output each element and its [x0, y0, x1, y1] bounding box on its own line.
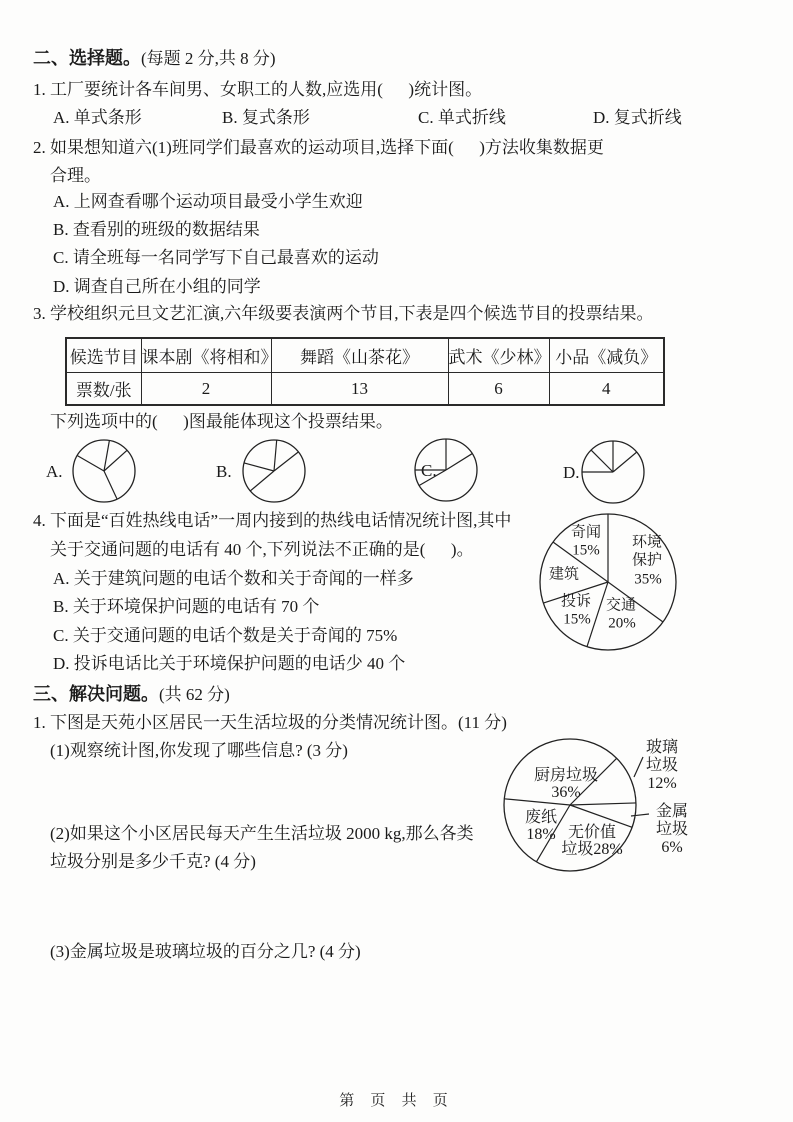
hotline-slice-pct: 15%: [572, 542, 600, 559]
metal-label-leader-line: [631, 814, 649, 816]
garbage-slice-pct: 垃圾28%: [561, 841, 623, 858]
hotline-slice-label: 交通: [605, 597, 637, 614]
q1-option-c: C. 单式折线: [418, 108, 506, 127]
garbage-slice-pct: 36%: [551, 784, 581, 801]
pie-option-d-chart: [582, 441, 648, 507]
hotline-slice-label: 投诉: [560, 593, 592, 610]
garbage-outside-label-metal: 垃圾: [655, 821, 689, 838]
p1-text: 1. 下图是天苑小区居民一天生活垃圾的分类情况统计图。(11 分): [33, 713, 507, 732]
pie-option-a-label: A.: [46, 462, 63, 481]
q1-option-b: B. 复式条形: [222, 108, 310, 127]
vote-header-cell: 武术《少林》: [448, 338, 549, 373]
garbage-outside-label-glass: 玻璃: [645, 739, 679, 756]
q1-option-d: D. 复式折线: [593, 108, 682, 127]
pie-option-a-chart: [73, 440, 139, 506]
garbage-outside-pct-metal: 6%: [661, 839, 683, 856]
pie-option-b-label: B.: [216, 462, 232, 481]
garbage-outside-pct-glass: 12%: [647, 775, 677, 792]
section3-heading: [33, 683, 230, 706]
hotline-slice-pct: 15%: [563, 611, 591, 628]
garbage-slice-label: 厨房垃圾: [533, 767, 599, 784]
hotline-slice-label: 保护: [631, 552, 663, 569]
vote-data-cell: 13: [271, 373, 448, 406]
section2-points: (每题 2 分,共 8 分): [141, 49, 276, 68]
pie-option-b-chart: [243, 440, 309, 506]
vote-data-cell: 6: [448, 373, 549, 406]
vote-table-header-row: [66, 338, 664, 373]
p1-sub1: (1)观察统计图,你发现了哪些信息? (3 分): [50, 741, 348, 760]
q2-option-b: B. 查看别的班级的数据结果: [53, 220, 260, 239]
pie-option-c-label: C.: [421, 461, 437, 480]
hotline-slice-label: 建筑: [548, 566, 580, 583]
vote-header-cell: 舞蹈《山茶花》: [271, 338, 448, 373]
glass-label-leader-line: [634, 757, 643, 777]
q1-option-a: A. 单式条形: [53, 108, 142, 127]
garbage-outside-label-metal: 金属: [655, 803, 689, 820]
p1-sub3: (3)金属垃圾是玻璃垃圾的百分之几? (4 分): [50, 942, 361, 961]
q4-option-b: B. 关于环境保护问题的电话有 70 个: [53, 597, 320, 616]
p1-sub2-line2: 垃圾分别是多少千克? (4 分): [50, 852, 256, 871]
p1-sub2-line1: (2)如果这个小区居民每天产生生活垃圾 2000 kg,那么各类: [50, 824, 474, 843]
hotline-pie-chart: [528, 502, 692, 666]
q4-option-a: A. 关于建筑问题的电话个数和关于奇闻的一样多: [53, 569, 414, 588]
garbage-slice-label: 无价值: [567, 824, 617, 841]
garbage-slice-pct: 18%: [526, 826, 556, 843]
q2-option-c: C. 请全班每一名同学写下自己最喜欢的运动: [53, 248, 379, 267]
q4-text-line2: 关于交通问题的电话有 40 个,下列说法不正确的是( )。: [50, 540, 474, 559]
q2-option-a: A. 上网查看哪个运动项目最受小学生欢迎: [53, 192, 363, 211]
garbage-slice-label: 废纸: [524, 809, 558, 826]
section2-title: 二、选择题。: [33, 48, 141, 68]
q1-text: 1. 工厂要统计各车间男、女职工的人数,应选用( )统计图。: [33, 80, 483, 99]
hotline-slice-pct: 35%: [634, 571, 662, 588]
q2-text-line2: 合理。: [50, 166, 101, 185]
q4-option-c: C. 关于交通问题的电话个数是关于奇闻的 75%: [53, 626, 398, 645]
hotline-slice-label: 环境: [631, 534, 663, 551]
vote-data-cell: 4: [549, 373, 664, 406]
q3-after-table-text: 下列选项中的( )图最能体现这个投票结果。: [50, 412, 393, 431]
q2-option-d: D. 调查自己所在小组的同学: [53, 277, 261, 296]
section2-heading: [33, 47, 276, 70]
vote-table-data-row: [66, 373, 664, 406]
q4-option-d: D. 投诉电话比关于环境保护问题的电话少 40 个: [53, 654, 406, 673]
q2-text-line1: 2. 如果想知道六(1)班同学们最喜欢的运动项目,选择下面( )方法收集数据更: [33, 138, 604, 157]
vote-header-cell: 课本剧《将相和》: [141, 338, 271, 373]
pie-option-c-chart: [415, 439, 481, 505]
hotline-slice-label: 奇闻: [570, 524, 602, 541]
vote-data-cell: 2: [141, 373, 271, 406]
hotline-slice-pct: 20%: [608, 615, 636, 632]
q4-text-line1: 4. 下面是“百姓热线电话”一周内接到的热线电话情况统计图,其中: [33, 511, 512, 530]
section3-points: (共 62 分): [159, 685, 230, 704]
vote-header-cell: 小品《减负》: [549, 338, 664, 373]
pie-option-d-label: D.: [563, 463, 580, 482]
vote-data-cell: 票数/张: [66, 373, 141, 406]
garbage-outside-label-glass: 垃圾: [645, 757, 679, 774]
q3-text: 3. 学校组织元旦文艺汇演,六年级要表演两个节目,下表是四个候选节目的投票结果。: [33, 304, 654, 323]
page-footer: 第 页 共 页: [339, 1092, 454, 1109]
section3-title: 三、解决问题。: [33, 684, 159, 704]
vote-table: [65, 337, 665, 406]
vote-header-cell: 候选节目: [66, 338, 141, 373]
